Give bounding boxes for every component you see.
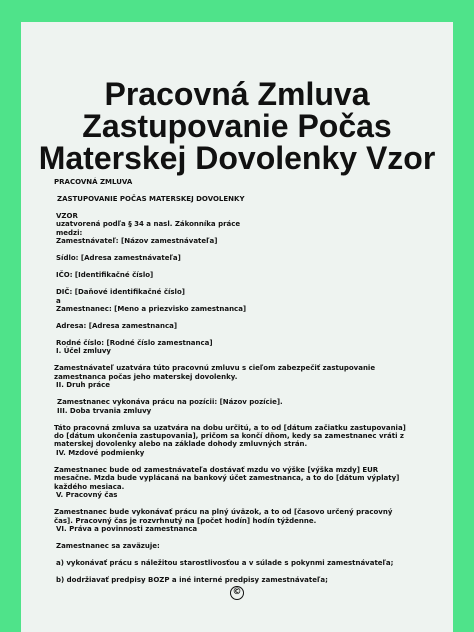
- doc-a: a: [56, 296, 61, 305]
- section-3-text: Táto pracovná zmluva sa uzatvára na dobu určitú, a to od [dátum začiatku zastupovania] do [dátum ukončenia zastupovania], pričom sa končí dňom, kedy sa zamestnanec vráti z materskej dovolenky alebo na základe dohody zmluvných strán.: [54, 423, 406, 449]
- title-line-3: Materskej Dovolenky Vzor: [38, 140, 436, 176]
- doc-sidlo: Sídlo: [Adresa zamestnávateľa]: [56, 254, 181, 263]
- section-2-title: II. Druh práce: [56, 381, 111, 390]
- obligations-intro: Zamestnanec sa zaväzuje:: [56, 541, 160, 550]
- doc-zamestnanec: Zamestnanec: [Meno a priezvisko zamestnanca]: [56, 305, 247, 314]
- section-1-title: I. Účel zmluvy: [56, 347, 111, 356]
- section-4-title: IV. Mzdové podmienky: [56, 448, 145, 457]
- doc-dic: DIČ: [Daňové identifikačné číslo]: [56, 288, 185, 297]
- title-line-2: Zastupovanie Počas: [82, 108, 392, 144]
- contract-document: [54, 178, 409, 584]
- doc-rodne: Rodné číslo: [Rodné číslo zamestnanca]: [56, 339, 213, 348]
- section-3-title: III. Doba trvania zmluvy: [57, 406, 152, 415]
- section-4-text: Zamestnanec bude od zamestnávateľa dostávať mzdu vo výške [výška mzdy] EUR mesačne. Mzda bude vyplácaná na bankový účet zamestnanca, a to do [dátum výplaty] každého mesiaca.: [54, 465, 400, 491]
- title-line-1: Pracovná Zmluva: [104, 76, 370, 112]
- section-1-text: Zamestnávateľ uzatvára túto pracovnú zmluvu s cieľom zabezpečiť zastupovanie zamestnanca počas jeho materskej dovolenky.: [54, 364, 376, 381]
- obligation-a: a) vykonávať prácu s náležitou starostlivosťou a v súlade s pokynmi zamestnávateľa;: [56, 558, 394, 567]
- section-6-title: VI. Práva a povinnosti zamestnanca: [56, 524, 198, 533]
- doc-vzor: VZOR: [56, 212, 78, 220]
- doc-uzatvorena: uzatvorená podľa § 34 a nasl. Zákonníka práce: [56, 220, 241, 229]
- doc-subheading: ZASTUPOVANIE POČAS MATERSKEJ DOVOLENKY: [57, 195, 245, 203]
- section-5-text: Zamestnanec bude vykonávať prácu na plný úväzok, a to od [časovo určený pracovný čas]. Pracovný čas je rozvrhnutý na [počet hodín] hodín týždenne.: [54, 508, 393, 525]
- page-title: [21, 78, 453, 174]
- obligation-b: b) dodržiavať predpisy BOZP a iné interné predpisy zamestnávateľa;: [56, 575, 328, 584]
- doc-zamestnavatel: Zamestnávateľ: [Názov zamestnávateľa]: [56, 237, 218, 246]
- doc-ico: IČO: [Identifikačné číslo]: [56, 271, 154, 280]
- doc-medzi: medzi:: [56, 228, 83, 237]
- doc-adresa: Adresa: [Adresa zamestnanca]: [56, 322, 178, 331]
- doc-heading: PRACOVNÁ ZMLUVA: [54, 178, 133, 186]
- copyright-icon: ©: [230, 586, 244, 600]
- section-5-title: V. Pracovný čas: [56, 491, 118, 500]
- section-2-text: Zamestnanec vykonáva prácu na pozícii: [Názov pozície].: [57, 398, 283, 407]
